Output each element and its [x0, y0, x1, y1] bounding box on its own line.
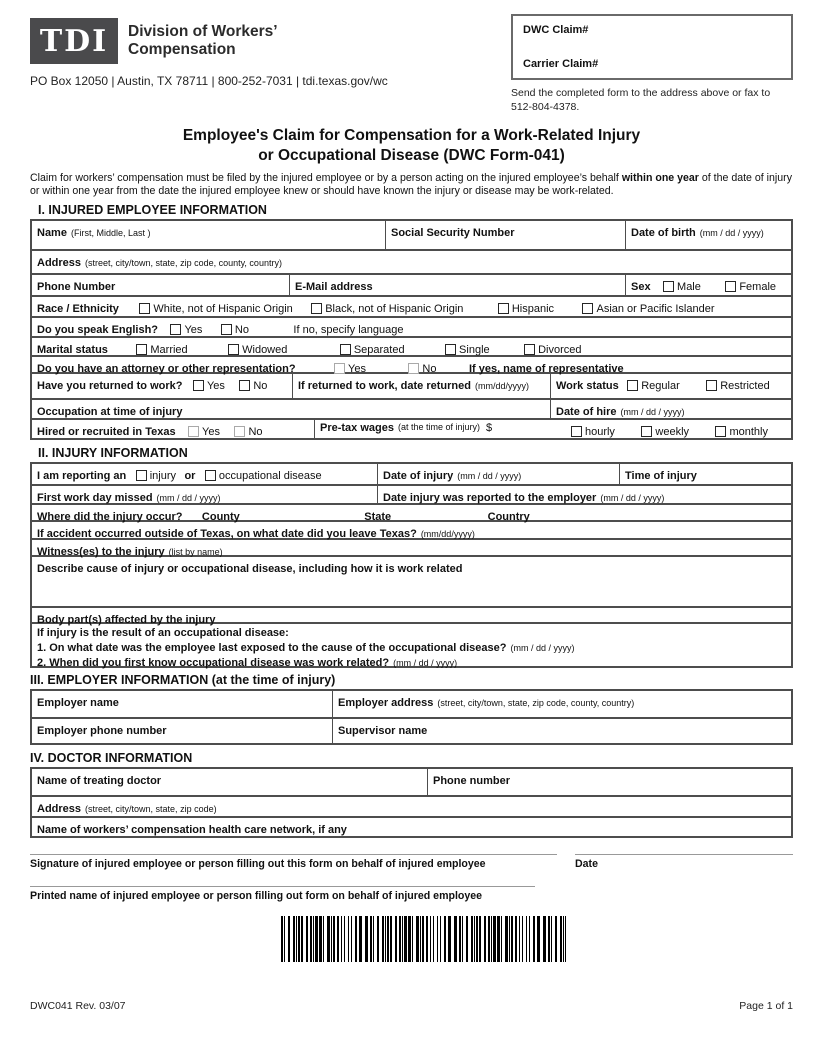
- table-row: [32, 538, 791, 559]
- regular-label: Regular: [641, 380, 680, 393]
- marital-cell: [32, 338, 791, 355]
- race-black-label: Black, not of Hispanic Origin: [325, 303, 464, 316]
- supervisor-label: Supervisor name: [338, 725, 428, 738]
- page-number: Page 1 of 1: [739, 1000, 793, 1012]
- table-row: [32, 717, 791, 743]
- date-of-hire-cell[interactable]: [550, 400, 791, 418]
- sex-option-male[interactable]: [663, 281, 701, 293]
- work-status-option-regular[interactable]: [627, 380, 680, 392]
- widowed-label: Widowed: [242, 344, 288, 357]
- english-option-yes[interactable]: [170, 324, 202, 336]
- supervisor-cell[interactable]: [332, 719, 791, 743]
- wage-option-hourly[interactable]: [571, 426, 615, 438]
- table-row: [32, 221, 791, 249]
- dob-cell[interactable]: [625, 221, 791, 249]
- table-row: [32, 622, 791, 670]
- race-hispanic-label: Hispanic: [511, 303, 555, 316]
- pretax-wages-cell[interactable]: [314, 420, 791, 438]
- dob-hint: (mm / dd / yyyy): [699, 228, 764, 239]
- employer-phone-label: Employer phone number: [37, 725, 167, 738]
- table-row: [32, 691, 791, 717]
- marital-option-single[interactable]: [445, 344, 490, 356]
- outside-texas-label: If accident occurred outside of Texas, on what date did you leave Texas?: [37, 528, 417, 541]
- occupation-label: Occupation at time of injury: [37, 406, 183, 419]
- marital-option-married[interactable]: [136, 344, 187, 356]
- phone-label: Phone Number: [37, 281, 116, 294]
- where-injury-cell[interactable]: [32, 505, 791, 524]
- checkbox-attorney-yes[interactable]: [334, 363, 345, 374]
- signature-label: Signature of injured employee or person filling out this form on behalf of injured employee: [30, 858, 486, 871]
- witness-label: Witness(es) to the injury: [37, 546, 165, 559]
- od-label: occupational disease: [218, 470, 322, 483]
- employer-address-cell[interactable]: [332, 691, 791, 717]
- restricted-label: Restricted: [720, 380, 770, 393]
- single-label: Single: [459, 344, 490, 357]
- race-cell: [32, 297, 791, 316]
- phone-cell[interactable]: [32, 275, 289, 295]
- employer-phone-cell[interactable]: [32, 719, 332, 743]
- describe-cause-cell[interactable]: [32, 557, 791, 606]
- barcode: [281, 916, 566, 962]
- table-row: [32, 418, 791, 438]
- first-day-hint: (mm / dd / yyyy): [156, 493, 221, 504]
- work-status-option-restricted[interactable]: [706, 380, 770, 392]
- table-row: [32, 769, 791, 795]
- date-of-injury-label: Date of injury: [383, 470, 454, 483]
- table-row: [32, 372, 791, 398]
- race-option-hispanic[interactable]: [498, 303, 554, 315]
- time-of-injury-label: Time of injury: [625, 470, 697, 483]
- hired-yes-label: Yes: [202, 426, 220, 439]
- first-day-missed-cell[interactable]: [32, 486, 377, 503]
- male-label: Male: [677, 281, 701, 294]
- table-row: [32, 816, 791, 836]
- wage-period-group: [571, 422, 768, 440]
- reporting-option-injury[interactable]: [136, 470, 176, 482]
- checkbox-race-black[interactable]: [311, 303, 322, 314]
- work-status-label: Work status: [556, 380, 619, 393]
- name-cell[interactable]: [32, 221, 385, 249]
- od-intro-label: If injury is the result of an occupational disease:: [37, 627, 289, 640]
- signature-date-label: Date: [575, 858, 598, 871]
- email-label: E-Mail address: [295, 281, 373, 294]
- hired-no-label: No: [248, 426, 263, 439]
- hourly-label: hourly: [584, 426, 615, 439]
- intro-text-after: of the date of injury or within one year from the date the injured employee knew or should have known the injury or disease may be work-related.: [30, 171, 792, 198]
- where-label: Where did the injury occur?: [37, 511, 183, 524]
- table-row: [32, 555, 791, 606]
- table-row: [32, 520, 791, 541]
- english-yes-label: Yes: [184, 324, 203, 337]
- section4-table: [30, 767, 793, 838]
- checkbox-occupational-disease[interactable]: [205, 470, 216, 481]
- checkbox-race-hispanic[interactable]: [498, 303, 509, 314]
- reporting-type-cell: [32, 464, 377, 484]
- doctor-name-cell[interactable]: [32, 769, 427, 795]
- marital-option-divorced[interactable]: [524, 344, 581, 356]
- body-parts-cell[interactable]: [32, 608, 791, 627]
- returned-to-work-cell: [32, 374, 292, 398]
- english-no-label: No: [234, 324, 249, 337]
- race-option-asian[interactable]: [582, 303, 714, 315]
- wage-option-weekly[interactable]: [641, 426, 689, 438]
- checkbox-monthly[interactable]: [715, 426, 726, 437]
- doctor-name-label: Name of treating doctor: [37, 775, 162, 788]
- checkbox-separated[interactable]: [340, 344, 351, 355]
- section1-table: [30, 219, 793, 440]
- marital-option-widowed[interactable]: [228, 344, 287, 356]
- name-label: Name: [37, 227, 67, 240]
- org-name-line2: Compensation: [128, 41, 236, 58]
- returned-label: Have you returned to work?: [37, 380, 183, 393]
- checkbox-returned-yes[interactable]: [193, 380, 204, 391]
- footer: [30, 1000, 793, 1012]
- body-parts-label: Body part(s) affected by the injury: [37, 614, 216, 627]
- checkbox-hourly[interactable]: [571, 426, 582, 437]
- agency-identity: [30, 14, 388, 114]
- signature-block: [30, 854, 793, 902]
- checkbox-married[interactable]: [136, 344, 147, 355]
- first-day-label: First work day missed: [37, 492, 153, 505]
- date-returned-hint: (mm/dd/yyyy): [474, 381, 529, 392]
- returned-option-no[interactable]: [239, 380, 267, 392]
- tdi-logo: [30, 18, 118, 64]
- witness-hint: (list by name): [168, 547, 223, 558]
- carrier-claim-label[interactable]: Carrier Claim#: [523, 58, 599, 70]
- english-label: Do you speak English?: [37, 324, 159, 337]
- section4-heading: IV. DOCTOR INFORMATION: [30, 751, 193, 766]
- signature-date-area[interactable]: [575, 854, 793, 870]
- table-row: [32, 484, 791, 503]
- hired-option-no[interactable]: [234, 426, 262, 438]
- form-title-line1: Employee's Claim for Compensation for a Work-Related Injury: [182, 127, 641, 145]
- returned-option-yes[interactable]: [193, 380, 225, 392]
- address-cell[interactable]: [32, 251, 791, 273]
- employer-name-cell[interactable]: [32, 691, 332, 717]
- divorced-label: Divorced: [538, 344, 582, 357]
- employer-address-hint: (street, city/town, state, zip code, county, country): [437, 698, 635, 709]
- checkbox-injury[interactable]: [136, 470, 147, 481]
- marital-option-separated[interactable]: [340, 344, 405, 356]
- table-row: [32, 398, 791, 418]
- od-question2-hint: (mm / dd / yyyy): [393, 658, 458, 669]
- printed-name-label: Printed name of injured employee or person filling out form on behalf of injured employee: [30, 890, 483, 903]
- doctor-phone-cell[interactable]: [427, 769, 791, 795]
- network-cell[interactable]: [32, 818, 791, 836]
- wage-option-monthly[interactable]: [715, 426, 768, 438]
- od-question1-label: 1. On what date was the employee last exposed to the cause of the occupational disease?: [37, 642, 507, 655]
- table-row: [32, 295, 791, 316]
- sex-label: Sex: [631, 281, 651, 294]
- date-hire-label: Date of hire: [556, 406, 617, 419]
- left-texas-cell[interactable]: [32, 522, 791, 541]
- org-name: [128, 23, 278, 59]
- table-row: [32, 273, 791, 295]
- attorney-no-label: No: [422, 363, 437, 376]
- english-option-no[interactable]: [221, 324, 249, 336]
- dollar-sign: $: [486, 422, 493, 435]
- hired-in-texas-cell: [32, 420, 314, 438]
- date-reported-cell[interactable]: [377, 486, 791, 503]
- doctor-phone-label: Phone number: [433, 775, 511, 788]
- checkbox-race-white[interactable]: [139, 303, 150, 314]
- section3-table: [30, 689, 793, 745]
- sex-option-female[interactable]: [725, 281, 776, 293]
- reporting-label: I am reporting an: [37, 470, 127, 483]
- table-row: [32, 249, 791, 273]
- describe-label: Describe cause of injury or occupational disease, including how it is work related: [37, 563, 463, 576]
- checkbox-weekly[interactable]: [641, 426, 652, 437]
- dob-label: Date of birth: [631, 227, 696, 240]
- address-hint: (street, city/town, state, zip code, county, country): [85, 258, 282, 269]
- intro-text: Claim for workers’ compensation must be filed by the injured employee or by a person acting on the injured employee’s behalf: [30, 171, 622, 184]
- checkbox-regular[interactable]: [627, 380, 638, 391]
- org-name-line1: Division of Workers’: [128, 23, 278, 41]
- occupational-disease-cell[interactable]: [32, 624, 791, 670]
- attorney-yes-label: Yes: [348, 363, 366, 376]
- checkbox-english-no[interactable]: [221, 324, 232, 335]
- attorney-cell: [32, 357, 791, 376]
- checkbox-divorced[interactable]: [524, 344, 535, 355]
- table-row: [32, 795, 791, 816]
- name-hint: (First, Middle, Last ): [70, 228, 151, 239]
- country-label: Country: [487, 511, 530, 524]
- reported-hint: (mm / dd / yyyy): [600, 493, 665, 504]
- section1-heading: I. INJURED EMPLOYEE INFORMATION: [38, 203, 267, 218]
- attorney-rep-hint[interactable]: If yes, name of representative: [468, 363, 624, 376]
- date-of-injury-hint: (mm / dd / yyyy): [457, 471, 522, 482]
- monthly-label: monthly: [729, 426, 768, 439]
- email-cell[interactable]: [289, 275, 625, 295]
- pretax-hint: (at the time of injury): [397, 422, 481, 433]
- table-row: [32, 316, 791, 336]
- occupation-cell[interactable]: [32, 400, 550, 418]
- doctor-address-label: Address: [37, 803, 82, 816]
- checkbox-hired-no[interactable]: [234, 426, 245, 437]
- table-row: [32, 503, 791, 524]
- attorney-label: Do you have an attorney or other representation?: [37, 363, 296, 376]
- checkbox-male[interactable]: [663, 281, 674, 292]
- hired-label: Hired or recruited in Texas: [37, 426, 176, 439]
- reporting-or: or: [184, 470, 196, 483]
- married-label: Married: [150, 344, 188, 357]
- section3-heading: III. EMPLOYER INFORMATION (at the time of injury): [30, 673, 336, 688]
- returned-no-label: No: [253, 380, 268, 393]
- reporting-option-od[interactable]: [205, 470, 322, 482]
- female-label: Female: [739, 281, 777, 294]
- od-question2-label: 2. When did you first know occupational disease was work related?: [37, 657, 390, 670]
- header: [30, 14, 793, 114]
- claim-number-box: [511, 14, 793, 80]
- checkbox-single[interactable]: [445, 344, 456, 355]
- dwc-claim-label[interactable]: DWC Claim#: [523, 24, 589, 36]
- state-label: State: [364, 511, 392, 524]
- reported-label: Date injury was reported to the employer: [383, 492, 597, 505]
- intro-bold-text: within one year: [621, 171, 699, 184]
- checkbox-attorney-no[interactable]: [408, 363, 419, 374]
- english-cell: [32, 318, 791, 336]
- network-label: Name of workers’ compensation health care network, if any: [37, 824, 347, 837]
- agency-contact-line: PO Box 12050 | Austin, TX 78711 | 800-252-7031 | tdi.texas.gov/wc: [30, 74, 388, 88]
- form-title-line2: or Occupational Disease (DWC Form-041): [258, 147, 565, 165]
- checkbox-restricted[interactable]: [706, 380, 717, 391]
- marital-label: Marital status: [37, 344, 108, 357]
- sex-cell: [625, 275, 791, 295]
- outside-texas-hint: (mm/dd/yyyy): [420, 529, 475, 540]
- checkbox-hired-yes[interactable]: [188, 426, 199, 437]
- checkbox-race-asian[interactable]: [582, 303, 593, 314]
- doctor-address-hint: (street, city/town, state, zip code): [85, 804, 217, 815]
- od-question1-hint: (mm / dd / yyyy): [510, 643, 575, 654]
- table-row: [32, 464, 791, 484]
- tdi-logo-text: TDI: [39, 23, 109, 59]
- address-label: Address: [37, 257, 82, 270]
- injury-label: injury: [149, 470, 176, 483]
- doctor-address-cell[interactable]: [32, 797, 791, 816]
- date-returned-cell[interactable]: [292, 374, 550, 398]
- section2-heading: II. INJURY INFORMATION: [38, 446, 188, 461]
- table-row: [32, 336, 791, 355]
- section2-table: [30, 462, 793, 668]
- race-option-white[interactable]: [139, 303, 292, 315]
- race-asian-label: Asian or Pacific Islander: [596, 303, 715, 316]
- employer-name-label: Employer name: [37, 697, 119, 710]
- printed-name-area[interactable]: [30, 886, 535, 902]
- separated-label: Separated: [353, 344, 405, 357]
- form-title: [30, 126, 793, 166]
- employer-address-label: Employer address: [338, 697, 434, 710]
- date-of-injury-cell[interactable]: [377, 464, 619, 484]
- witness-cell[interactable]: [32, 540, 791, 559]
- checkbox-returned-no[interactable]: [239, 380, 250, 391]
- signature-area[interactable]: [30, 854, 557, 870]
- ssn-label: Social Security Number: [391, 227, 515, 240]
- date-returned-label: If returned to work, date returned: [298, 380, 471, 393]
- pretax-label: Pre-tax wages: [320, 422, 394, 435]
- form-revision: DWC041 Rev. 03/07: [30, 1000, 126, 1012]
- date-hire-hint: (mm / dd / yyyy): [620, 407, 685, 418]
- returned-yes-label: Yes: [206, 380, 225, 393]
- send-instructions: Send the completed form to the address above or fax to 512-804-4378.: [511, 87, 771, 113]
- checkbox-female[interactable]: [725, 281, 736, 292]
- race-label: Race / Ethnicity: [37, 303, 119, 316]
- table-row: [32, 606, 791, 627]
- time-of-injury-cell[interactable]: [619, 464, 791, 484]
- race-option-black[interactable]: [311, 303, 463, 315]
- ssn-cell[interactable]: [385, 221, 625, 249]
- table-row: [32, 355, 791, 376]
- hired-option-yes[interactable]: [188, 426, 220, 438]
- county-label: County: [201, 511, 240, 524]
- race-white-label: White, not of Hispanic Origin: [153, 303, 293, 316]
- english-specify-hint[interactable]: If no, specify language: [293, 324, 404, 337]
- filing-instructions: [30, 172, 793, 200]
- checkbox-english-yes[interactable]: [170, 324, 181, 335]
- checkbox-widowed[interactable]: [228, 344, 239, 355]
- weekly-label: weekly: [655, 426, 690, 439]
- work-status-cell: [550, 374, 791, 398]
